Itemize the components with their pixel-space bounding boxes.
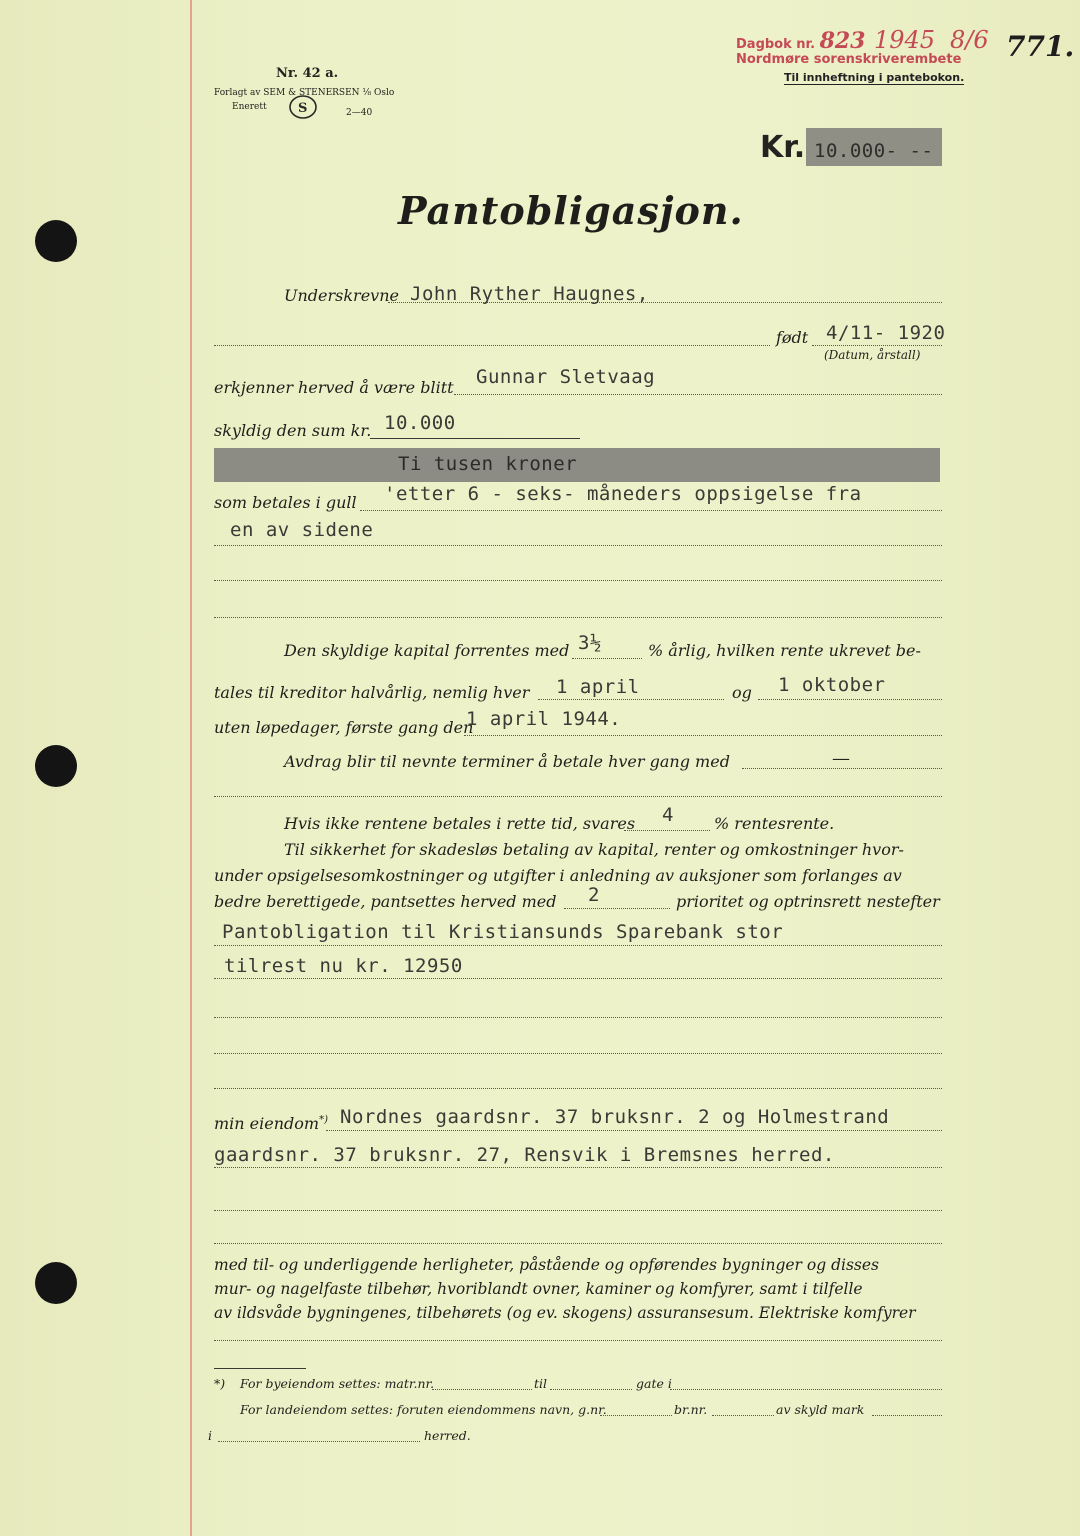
blank-line xyxy=(214,1053,942,1054)
late-rate: 4 xyxy=(662,804,674,826)
stamp-year: 1945 xyxy=(874,26,936,54)
interest-text-2: % årlig, hvilken rente ukrevet be- xyxy=(648,641,921,660)
creditor-label: erkjenner herved å være blitt xyxy=(214,378,454,397)
binder-hole xyxy=(35,220,77,262)
dagbok-value: 823 xyxy=(819,28,866,54)
prior-line-1 xyxy=(214,945,942,946)
payment-line xyxy=(360,510,942,511)
payment-line-2 xyxy=(214,545,942,546)
footnote-rule xyxy=(214,1368,306,1369)
prior-claim-1: Pantobligation til Kristiansunds Sparebank stor xyxy=(222,921,784,943)
payment-label: som betales i gull xyxy=(214,493,357,512)
clause-line-1: med til- og underliggende herligheter, påstående og opførendes bygninger og disses xyxy=(214,1256,879,1274)
prior-claim-2: tilrest nu kr. 12950 xyxy=(224,955,463,977)
property-label-text: min eiendom xyxy=(214,1114,320,1133)
avdrag-value: — xyxy=(832,748,850,769)
interest-date-2: 1 oktober xyxy=(778,674,886,696)
avdrag-text: Avdrag blir til nevnte terminer å betale hver gang med xyxy=(284,752,730,771)
date2-line xyxy=(758,699,942,700)
footnote-line xyxy=(218,1441,420,1442)
interest-og: og xyxy=(732,683,752,702)
interest-first-date: 1 april 1944. xyxy=(466,708,622,730)
sum-value: 10.000 xyxy=(384,412,456,434)
publisher-name: Forlagt av SEM & STENERSEN xyxy=(214,88,363,98)
security-text-4: prioritet og optrinsrett nestefter xyxy=(676,892,940,911)
publisher-city: ⅛ Oslo xyxy=(362,88,395,98)
born-line xyxy=(812,345,942,346)
kr-label: Kr. xyxy=(760,130,806,165)
footnote-line xyxy=(432,1389,532,1390)
footnote-line xyxy=(670,1389,942,1390)
interest-text-1: Den skyldige kapital forrentes med xyxy=(284,641,570,660)
interest-text-3: tales til kreditor halvårlig, nemlig hver xyxy=(214,683,530,702)
interest-text-4: uten løpedager, første gang den xyxy=(214,718,474,737)
property-line-2 xyxy=(214,1167,942,1168)
svg-text:S: S xyxy=(298,101,308,116)
born-value: 4/11- 1920 xyxy=(826,322,946,344)
blank-line xyxy=(214,1210,942,1211)
footnote-b3: av skyld mark xyxy=(776,1402,865,1417)
clause-line-2: mur- og nagelfaste tilbehør, hvoriblandt ovner, kaminer og komfyrer, samt i tilfelle xyxy=(214,1280,863,1298)
margin-line xyxy=(190,0,192,1536)
binder-hole xyxy=(35,1262,77,1304)
clause-line-3: av ildsvåde bygningenes, tilbehørets (og ev. skogens) assuransesum. Elektriske komfyrer xyxy=(214,1304,916,1322)
footnote-c1: i xyxy=(208,1428,212,1443)
creditor-line xyxy=(454,394,942,395)
blank-line xyxy=(214,1243,942,1244)
undersigned-value: John Ryther Haugnes, xyxy=(410,283,649,305)
late-text-1: Hvis ikke rentene betales i rette tid, svares xyxy=(284,814,636,833)
page-number: 771. xyxy=(1006,30,1075,63)
document-title: Pantobligasjon. xyxy=(398,188,744,233)
dagbok-stamp xyxy=(736,28,866,54)
prior-line-2 xyxy=(214,978,942,979)
born-label: født xyxy=(776,328,809,347)
form-number: Nr. 42 a. xyxy=(276,66,339,81)
blank-line xyxy=(214,1088,942,1089)
born-hint: (Datum, årstall) xyxy=(824,348,921,362)
late-text-2: % rentesrente. xyxy=(714,814,835,833)
publisher-enerett: Enerett xyxy=(232,102,267,112)
payment-value-1: 'etter 6 - seks- måneders oppsigelse fra xyxy=(384,483,862,505)
footnote-line xyxy=(600,1415,672,1416)
property-value-2: gaardsnr. 37 bruksnr. 27, Rensvik i Bremsnes herred. xyxy=(214,1144,835,1166)
blank-line xyxy=(214,1340,942,1341)
footnote-c2: herred. xyxy=(424,1428,471,1443)
stamp-office: Nordmøre sorenskriverembete xyxy=(736,52,962,67)
footnote-mark: *) xyxy=(214,1376,226,1391)
publisher-date: 2—40 xyxy=(346,108,373,118)
property-value-1: Nordnes gaardsnr. 37 bruksnr. 2 og Holmestrand xyxy=(340,1106,890,1128)
blank-line xyxy=(214,796,942,797)
blank-line xyxy=(214,617,942,618)
security-text-2: under opsigelsesomkostninger og utgifter i anledning av auksjoner som forlanges av xyxy=(214,866,902,885)
footnote-a3: gate i xyxy=(636,1376,672,1391)
property-line-1 xyxy=(326,1130,942,1131)
footnote-line xyxy=(872,1415,942,1416)
publisher-logo xyxy=(288,94,318,120)
property-label xyxy=(214,1114,328,1133)
property-mark: *) xyxy=(319,1114,328,1126)
amount-value: 10.000- -- xyxy=(814,140,934,162)
rate-line xyxy=(572,658,642,659)
blank-line xyxy=(214,1017,942,1018)
footnote-a2: til xyxy=(534,1376,548,1391)
interest-rate: 3½ xyxy=(578,632,602,654)
blank-line xyxy=(214,345,770,346)
footnote-b1: For landeiendom settes: foruten eiendommens navn, g.nr. xyxy=(240,1402,607,1417)
security-text-3: bedre berettigede, pantsettes herved med xyxy=(214,892,557,911)
blank-line xyxy=(214,580,942,581)
sum-words: Ti tusen kroner xyxy=(398,453,578,475)
late-rate-line xyxy=(624,830,710,831)
dagbok-label: Dagbok nr. xyxy=(736,37,816,52)
undersigned-label: Underskrevne xyxy=(284,286,399,305)
interest-date-1: 1 april xyxy=(556,676,640,698)
date1-line xyxy=(538,699,724,700)
footnote-line xyxy=(550,1389,632,1390)
sum-line xyxy=(370,438,580,439)
footnote-a1: For byeiendom settes: matr.nr. xyxy=(240,1376,435,1391)
creditor-value: Gunnar Sletvaag xyxy=(476,366,656,388)
stamp-note: Til innheftning i pantebokon. xyxy=(784,71,965,84)
footnote-line xyxy=(712,1415,774,1416)
payment-value-2: en av sidene xyxy=(230,519,374,541)
priority-line xyxy=(564,908,670,909)
first-date-line xyxy=(464,735,942,736)
security-text-1: Til sikkerhet for skadesløs betaling av kapital, renter og omkostninger hvor- xyxy=(284,840,904,859)
footnote-b2: br.nr. xyxy=(674,1402,708,1417)
priority-value: 2 xyxy=(588,884,600,906)
sum-label: skyldig den sum kr. xyxy=(214,421,372,440)
binder-hole xyxy=(35,745,77,787)
stamp-date: 8/6 xyxy=(950,26,989,54)
